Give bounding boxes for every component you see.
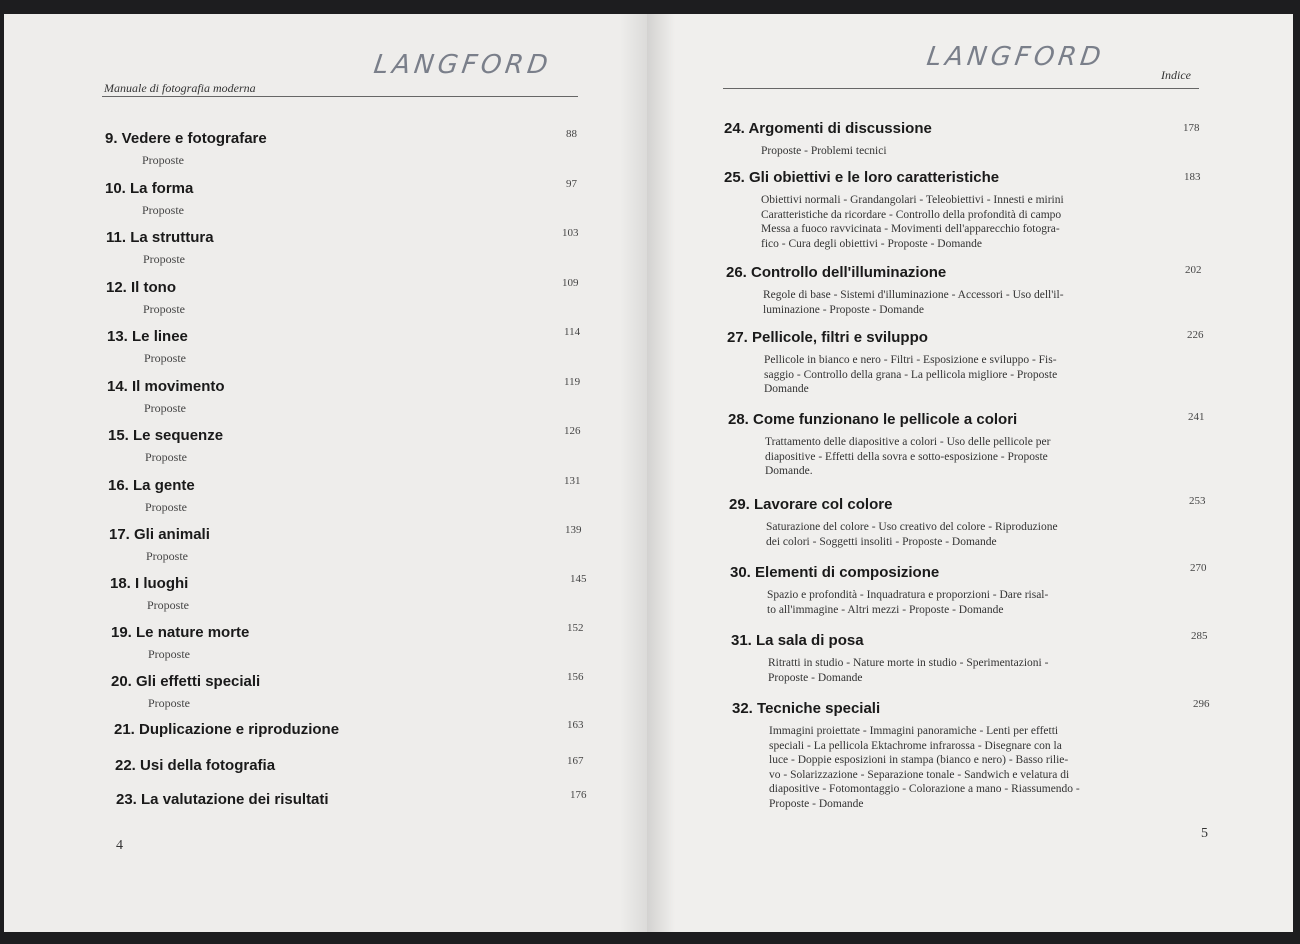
- chapter-title: 16. La gente: [108, 477, 195, 494]
- contents-line: Pellicole in bianco e nero - Filtri - Esposizione e sviluppo - Fis-: [764, 354, 1057, 366]
- page-ref: 241: [1188, 411, 1205, 423]
- gutter-shadow: [647, 14, 675, 932]
- chapter-title: 19. Le nature morte: [111, 624, 250, 641]
- contents-line: Immagini proiettate - Immagini panoramiche - Lenti per effetti: [769, 725, 1059, 737]
- toc-entry: [108, 477, 195, 515]
- left-page: [4, 14, 656, 932]
- contents-line: Domande.: [765, 465, 813, 477]
- chapter-subtitle: Proposte: [144, 351, 186, 365]
- chapter-title: 13. Le linee: [107, 328, 188, 345]
- toc-entry: [106, 279, 185, 317]
- contents-line: Regole di base - Sistemi d'illuminazione - Accessori - Uso dell'il-: [763, 289, 1064, 301]
- chapter-title: 18. I luoghi: [110, 575, 189, 592]
- chapter-title: 11. La struttura: [106, 229, 214, 246]
- page-ref: 103: [562, 227, 579, 239]
- toc-entry: [727, 329, 1147, 397]
- chapter-contents: [764, 353, 1147, 397]
- page-ref: 88: [566, 128, 577, 140]
- chapter-contents: [768, 656, 1151, 685]
- toc-entry: [111, 624, 249, 662]
- chapter-title: 9. Vedere e fotografare: [105, 130, 267, 147]
- page-ref: 226: [1187, 329, 1204, 341]
- chapter-subtitle: Proposte: [148, 647, 190, 661]
- chapter-contents: [766, 520, 1149, 549]
- chapter-title: 17. Gli animali: [109, 526, 210, 543]
- contents-line: Trattamento delle diapositive a colori - Uso delle pellicole per: [765, 436, 1051, 448]
- page-ref: 296: [1193, 698, 1210, 710]
- toc-entry: [109, 526, 210, 564]
- chapter-subtitle: Proposte: [145, 450, 187, 464]
- contents-line: vo - Solarizzazione - Separazione tonale - Sandwich e velatura di: [769, 768, 1070, 781]
- contents-line: diapositive - Fotomontaggio - Colorazione a mano - Riassumendo -: [769, 783, 1080, 795]
- toc-entry: [105, 180, 193, 218]
- toc-entry: [728, 411, 1148, 479]
- toc-entry: [724, 169, 1144, 251]
- contents-line: Messa a fuoco ravvicinata - Movimenti dell'apparecchio fotogra-: [761, 223, 1060, 235]
- page-ref: 167: [567, 755, 584, 767]
- toc-entry: [731, 632, 1151, 685]
- toc-entry: [107, 328, 188, 366]
- contents-line: speciali - La pellicola Ektachrome infrarossa - Disegnare con la: [769, 739, 1062, 752]
- header-rule: [102, 96, 578, 97]
- contents-line: saggio - Controllo della grana - La pellicola migliore - Proposte: [764, 368, 1058, 381]
- chapter-contents: [761, 193, 1144, 251]
- chapter-title: 14. Il movimento: [107, 378, 225, 395]
- page-ref: 285: [1191, 630, 1208, 642]
- chapter-subtitle: Proposte: [147, 598, 189, 612]
- page-ref: 178: [1183, 122, 1200, 134]
- chapter-title: 27. Pellicole, filtri e sviluppo: [727, 329, 928, 346]
- contents-line: fico - Cura degli obiettivi - Proposte - Domande: [761, 237, 983, 250]
- contents-line: Ritratti in studio - Nature morte in studio - Sperimentazioni -: [768, 657, 1049, 669]
- handwritten-annotation: LANGFORD: [924, 42, 1107, 72]
- page-ref: 126: [564, 425, 581, 437]
- chapter-title: 12. Il tono: [106, 279, 177, 296]
- chapter-title: 31. La sala di posa: [731, 632, 864, 649]
- chapter-contents: [763, 288, 1146, 317]
- toc-entry: [114, 721, 339, 738]
- running-head: Indice: [1161, 68, 1191, 82]
- contents-line: to all'immagine - Altri mezzi - Proposte - Domande: [767, 603, 1004, 616]
- page-ref: 176: [570, 789, 587, 801]
- toc-entry: [111, 673, 260, 711]
- chapter-title: 23. La valutazione dei risultati: [116, 791, 329, 808]
- chapter-subtitle: Proposte: [144, 401, 186, 415]
- contents-line: Proposte - Domande: [768, 671, 863, 684]
- header-rule: [723, 88, 1199, 89]
- chapter-subtitle: Proposte: [143, 302, 185, 316]
- contents-line: Caratteristiche da ricordare - Controllo della profondità di campo: [761, 208, 1062, 221]
- contents-line: luminazione - Proposte - Domande: [763, 303, 924, 316]
- chapter-title: 32. Tecniche speciali: [732, 700, 881, 717]
- contents-line: Proposte - Domande: [769, 797, 864, 810]
- contents-line: Saturazione del colore - Uso creativo del colore - Riproduzione: [766, 521, 1058, 533]
- contents-line: luce - Doppie esposizioni in stampa (bianco e nero) - Basso rilie-: [769, 754, 1069, 766]
- page-ref: 139: [565, 524, 582, 536]
- chapter-title: 20. Gli effetti speciali: [111, 673, 261, 690]
- chapter-contents: [767, 588, 1150, 617]
- toc-entry: [726, 264, 1146, 317]
- chapter-subtitle: Proposte: [142, 153, 184, 167]
- page-number: 4: [116, 838, 123, 853]
- chapter-contents: [769, 724, 1152, 811]
- chapter-title: 28. Come funzionano le pellicole a colori: [728, 411, 1018, 428]
- contents-line: Proposte - Problemi tecnici: [761, 145, 887, 157]
- chapter-title: 26. Controllo dell'illuminazione: [726, 264, 947, 281]
- page-ref: 131: [564, 475, 581, 487]
- chapter-subtitle: Proposte: [143, 252, 185, 266]
- page-ref: 183: [1184, 171, 1201, 183]
- toc-entry: [116, 791, 329, 808]
- chapter-subtitle: Proposte: [148, 696, 190, 710]
- toc-entry: [730, 564, 1150, 617]
- page-ref: 253: [1189, 495, 1206, 507]
- page-ref: 163: [567, 719, 584, 731]
- handwritten-annotation: LANGFORD: [371, 50, 554, 80]
- toc-entry: [105, 130, 267, 168]
- page-ref: 202: [1185, 264, 1202, 276]
- chapter-contents: [761, 144, 1144, 159]
- toc-entry: [106, 229, 214, 267]
- chapter-title: 25. Gli obiettivi e le loro caratteristiche: [724, 169, 1000, 186]
- chapter-title: 15. Le sequenze: [108, 427, 224, 444]
- toc-entry: [732, 700, 1152, 811]
- chapter-title: 30. Elementi di composizione: [730, 564, 940, 581]
- page-ref: 270: [1190, 562, 1207, 574]
- chapter-subtitle: Proposte: [142, 203, 184, 217]
- page-ref: 109: [562, 277, 579, 289]
- toc-entry: [110, 575, 189, 613]
- page-ref: 119: [564, 376, 581, 388]
- chapter-subtitle: Proposte: [145, 500, 187, 514]
- contents-line: diapositive - Effetti della sovra e sotto-esposizione - Proposte: [765, 450, 1048, 463]
- chapter-subtitle: Proposte: [146, 549, 188, 563]
- page-ref: 97: [566, 178, 577, 190]
- chapter-title: 21. Duplicazione e riproduzione: [114, 721, 340, 738]
- chapter-title: 24. Argomenti di discussione: [724, 120, 932, 137]
- chapter-title: 29. Lavorare col colore: [729, 496, 893, 513]
- page-number: 5: [1201, 826, 1208, 841]
- page-ref: 156: [567, 671, 584, 683]
- page-ref: 152: [567, 622, 584, 634]
- page-ref: 145: [570, 573, 587, 585]
- chapter-title: 10. La forma: [105, 180, 194, 197]
- chapter-title: 22. Usi della fotografia: [115, 757, 276, 774]
- contents-line: dei colori - Soggetti insoliti - Proposte - Domande: [766, 535, 997, 548]
- page-ref: 114: [564, 326, 581, 338]
- running-head: Manuale di fotografia moderna: [104, 81, 256, 95]
- contents-line: Spazio e profondità - Inquadratura e proporzioni - Dare risal-: [767, 589, 1049, 601]
- toc-entry: [729, 496, 1149, 549]
- contents-line: Domande: [764, 383, 809, 395]
- toc-entry: [107, 378, 225, 416]
- toc-entry: [108, 427, 223, 465]
- toc-entry: [115, 757, 275, 774]
- chapter-contents: [765, 435, 1148, 479]
- contents-line: Obiettivi normali - Grandangolari - Teleobiettivi - Innesti e mirini: [761, 194, 1064, 206]
- right-page: [647, 14, 1293, 932]
- toc-entry: [724, 120, 1144, 159]
